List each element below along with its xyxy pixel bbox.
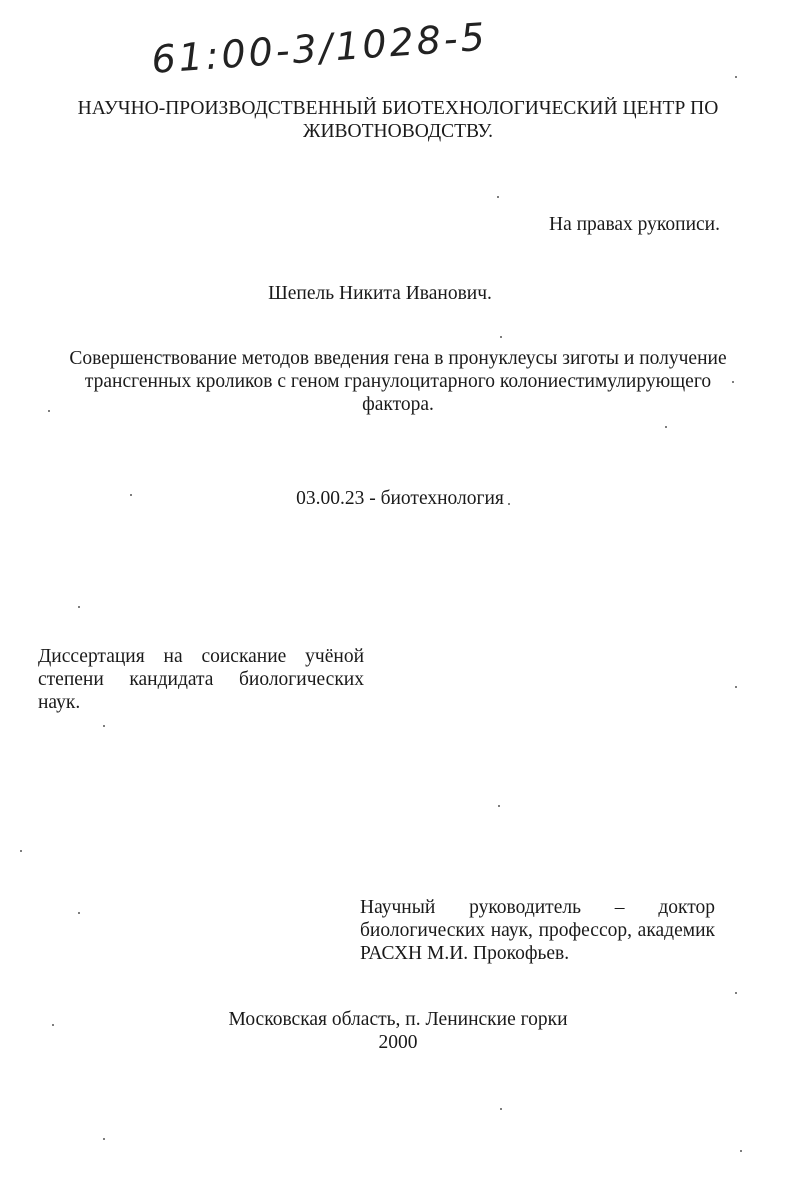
year-line: 2000 [378,1032,418,1053]
scan-speck [103,1138,105,1140]
scan-speck [103,725,105,727]
dissertation-degree-statement: Диссертация на соискание учёной степени кандидата биологических наук. [38,646,364,713]
specialty-code: 03.00.23 - биотехнология [296,488,504,509]
scan-speck [48,410,50,412]
author-name: Шепель Никита Иванович. [268,283,492,304]
scan-speck [78,606,80,608]
scan-speck [497,196,499,198]
scan-speck [52,1024,54,1026]
scan-speck [732,381,734,383]
dissertation-title [30,347,766,416]
title-line: фактора. [362,394,434,415]
scan-speck [735,686,737,688]
title-line: трансгенных кроликов с геном гранулоцитарного колониестимулирующего [84,371,712,392]
scan-speck [665,426,667,428]
organization-line: НАУЧНО-ПРОИЗВОДСТВЕННЫЙ БИОТЕХНОЛОГИЧЕСКИЙ ЦЕНТР ПО [77,98,719,119]
organization-line: ЖИВОТНОВОДСТВУ. [303,121,493,142]
place-line: Московская область, п. Ленинские горки [228,1009,568,1030]
scan-speck [735,992,737,994]
scan-speck [130,494,132,496]
scan-speck [78,912,80,914]
scan-speck [508,503,510,505]
scan-speck [20,850,22,852]
archive-number-handwritten: 61:00-3/1028-5 [150,14,490,82]
place-and-year [120,1008,676,1054]
scan-speck [740,1150,742,1152]
scan-speck [498,805,500,807]
title-line: Совершенствование методов введения гена в пронуклеусы зиготы и получение [69,348,727,369]
scan-speck [500,336,502,338]
scan-speck [735,76,737,78]
manuscript-rights-note: На правах рукописи. [549,214,720,235]
scan-speck [500,1108,502,1110]
scientific-supervisor: Научный руководитель – доктор биологических наук, профессор, академик РАСХН М.И. Прокофьев. [360,897,715,964]
organization-name [30,97,766,143]
